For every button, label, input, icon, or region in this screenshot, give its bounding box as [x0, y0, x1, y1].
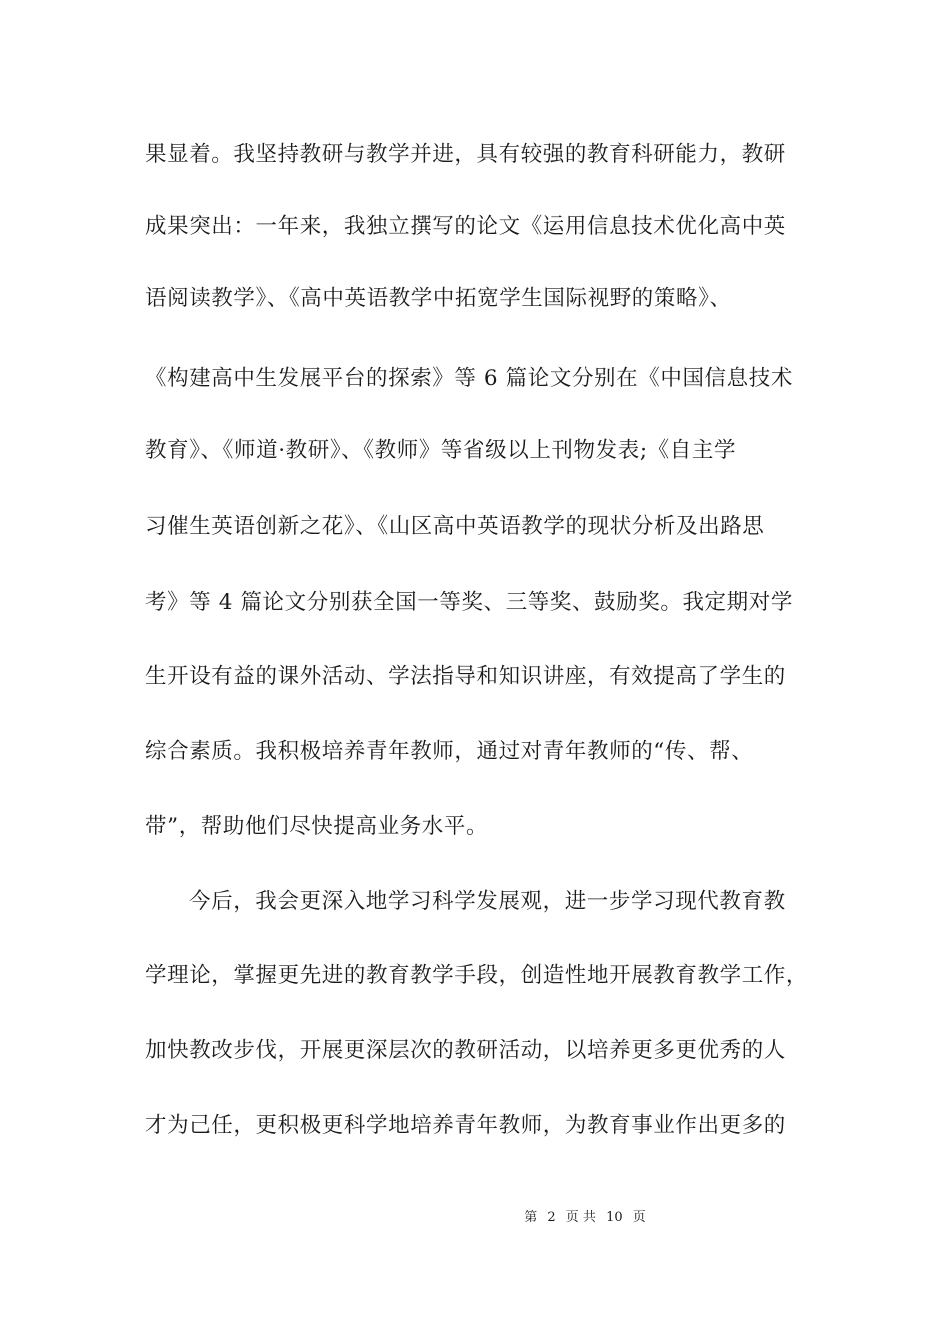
text-line: 语阅读教学》、《高中英语教学中拓宽学生国际视野的策略》、 [145, 286, 732, 311]
text-line: 习催生英语创新之花》、《山区高中英语教学的现状分析及出路思 [145, 514, 765, 539]
footer-suffix: 页 [632, 1210, 646, 1225]
page-footer [0, 1208, 950, 1228]
footer-total-pages: 10 [606, 1210, 623, 1225]
text-line: 成果突出：一年来，我独立撰写的论文《运用信息技术优化高中英 [145, 214, 786, 239]
text-line: 教育》、《师道·教研》、《教师》等省级以上刊物发表;《自主学 [145, 438, 737, 463]
text-line: 学理论，掌握更先进的教育教学手段，创造性地开展教育教学工作， [145, 963, 809, 988]
text-line: 才为己任，更积极更科学地培养青年教师，为教育事业作出更多的 [145, 1113, 786, 1138]
footer-middle: 页 共 [565, 1210, 596, 1225]
text-line: 加快教改步伐，开展更深层次的教研活动，以培养更多更优秀的人 [145, 1038, 786, 1063]
footer-prefix: 第 [524, 1210, 538, 1225]
text-line: 《构建高中生发展平台的探索》等 6 篇论文分别在《中国信息技术 [145, 366, 793, 391]
footer-current-page: 2 [547, 1210, 556, 1225]
text-line: 生开设有益的课外活动、学法指导和知识讲座，有效提高了学生的 [145, 664, 786, 689]
text-line: 果显着。我坚持教研与教学并进，具有较强的教育科研能力，教研 [145, 142, 786, 167]
text-line: 考》等 4 篇论文分别获全国一等奖、三等奖、鼓励奖。我定期对学 [145, 590, 793, 615]
text-line: 今后，我会更深入地学习科学发展观，进一步学习现代教育教 [189, 889, 786, 914]
text-line: 带”，帮助他们尽快提高业务水平。 [145, 814, 489, 839]
text-line: 综合素质。我积极培养青年教师，通过对青年教师的“传、帮、 [145, 739, 754, 764]
